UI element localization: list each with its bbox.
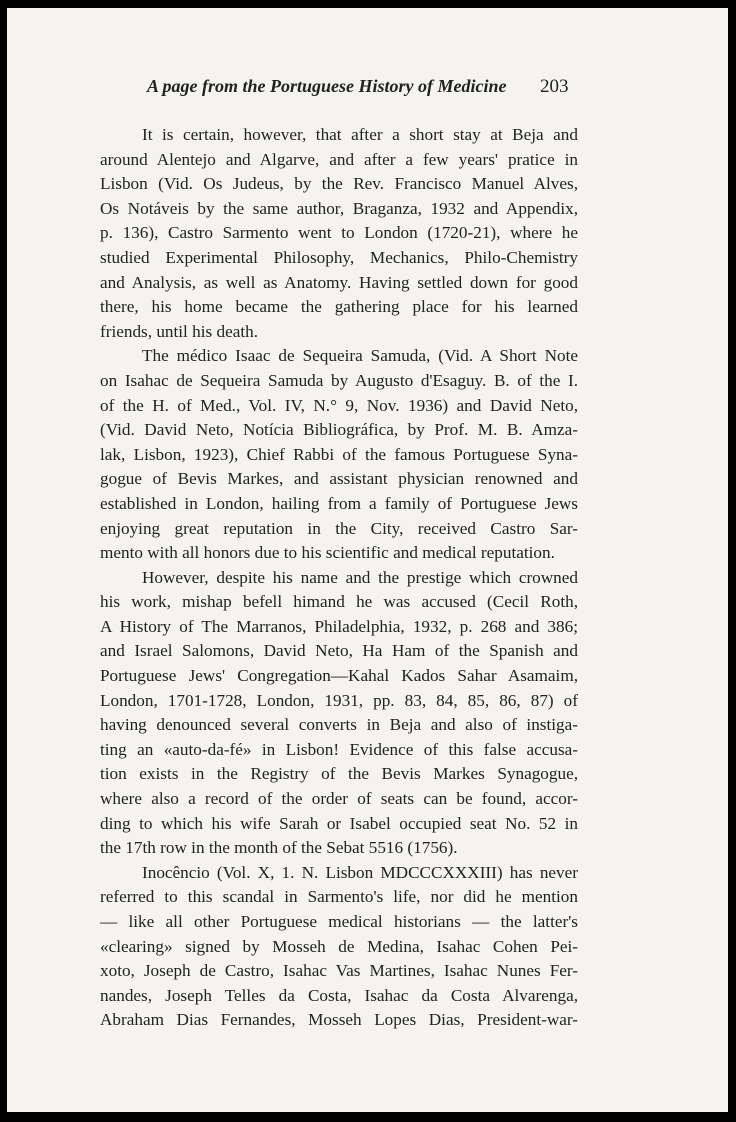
text-line: Os Notáveis by the same author, Braganza, 1932 and Appendix, — [100, 198, 578, 218]
text-line: referred to this scandal in Sarmento's life, nor did he mention — [100, 887, 578, 907]
paragraph-3 — [100, 566, 578, 861]
text-line: tion exists in the Registry of the Bevis Markes Synagogue, — [100, 764, 578, 784]
text-line: — like all other Portuguese medical historians — the latter's — [100, 912, 578, 931]
text-line: friends, until his death. — [100, 321, 259, 341]
text-line: The médico Isaac de Sequeira Samuda, (Vid. A Short Note — [142, 346, 578, 366]
text-line: Abraham Dias Fernandes, Mosseh Lopes Dias, President-war- — [100, 1010, 578, 1030]
text-line: (Vid. David Neto, Notícia Bibliográfica, by Prof. M. B. Amza- — [100, 420, 578, 440]
text-line: However, despite his name and the prestige which crowned — [142, 567, 578, 587]
paragraph-2 — [100, 344, 578, 565]
text-line: Portuguese Jews' Congregation—Kahal Kados Sahar Asamaim, — [100, 666, 578, 686]
document-page — [7, 8, 728, 1112]
text-line: having denounced several converts in Beja and also of instiga- — [100, 715, 578, 735]
text-line: his work, mishap befell himand he was accused (Cecil Roth, — [100, 592, 578, 612]
body-text — [100, 123, 578, 1033]
text-line: lak, Lisbon, 1923), Chief Rabbi of the famous Portuguese Syna- — [100, 444, 578, 464]
text-line: of the H. of Med., Vol. IV, N.° 9, Nov. 1936) and David Neto, — [100, 395, 578, 415]
page-number: 203 — [540, 76, 569, 97]
paragraph-1 — [100, 123, 578, 344]
text-line: Lisbon (Vid. Os Judeus, by the Rev. Francisco Manuel Alves, — [100, 174, 578, 194]
text-line: It is certain, however, that after a short stay at Beja and — [142, 125, 578, 144]
text-line: xoto, Joseph de Castro, Isahac Vas Martines, Isahac Nunes Fer- — [100, 961, 578, 981]
text-line: and Analysis, as well as Anatomy. Having settled down for good — [100, 272, 578, 292]
text-line: ding to which his wife Sarah or Isabel occupied seat No. 52 in — [100, 813, 578, 833]
text-line: p. 136), Castro Sarmento went to London (1720-21), where he — [100, 223, 578, 243]
paragraph-4 — [100, 861, 578, 1033]
text-line: there, his home became the gathering place for his learned — [100, 297, 578, 317]
text-line: A History of The Marranos, Philadelphia, 1932, p. 268 and 386; — [100, 616, 578, 636]
text-line: and Israel Salomons, David Neto, Ha Ham of the Spanish and — [100, 641, 578, 661]
text-line: the 17th row in the month of the Sebat 5516 (1756). — [100, 838, 458, 858]
text-line: enjoying great reputation in the City, received Castro Sar- — [100, 518, 578, 538]
text-line: Inocêncio (Vol. X, 1. N. Lisbon MDCCCXXXIII) has never — [142, 862, 578, 882]
text-line: ting an «auto-da-fé» in Lisbon! Evidence of this false accusa- — [100, 739, 578, 759]
text-line: mento with all honors due to his scientific and medical reputation. — [100, 543, 555, 563]
text-line: on Isahac de Sequeira Samuda by Augusto d'Esaguy. B. of the I. — [100, 370, 578, 390]
text-line: where also a record of the order of seats can be found, accor- — [100, 789, 578, 809]
running-header: A page from the Portuguese History of Medicine — [147, 76, 507, 96]
text-line: studied Experimental Philosophy, Mechanics, Philo-Chemistry — [100, 247, 578, 267]
text-line: established in London, hailing from a family of Portuguese Jews — [100, 493, 578, 513]
text-line: around Alentejo and Algarve, and after a few years' pratice in — [100, 149, 578, 169]
text-line: London, 1701-1728, London, 1931, pp. 83, 84, 85, 86, 87) of — [100, 690, 578, 710]
text-line: gogue of Bevis Markes, and assistant physician renowned and — [100, 469, 578, 489]
text-line: «clearing» signed by Mosseh de Medina, Isahac Cohen Pei- — [100, 936, 578, 956]
text-line: nandes, Joseph Telles da Costa, Isahac da Costa Alvarenga, — [100, 985, 578, 1005]
